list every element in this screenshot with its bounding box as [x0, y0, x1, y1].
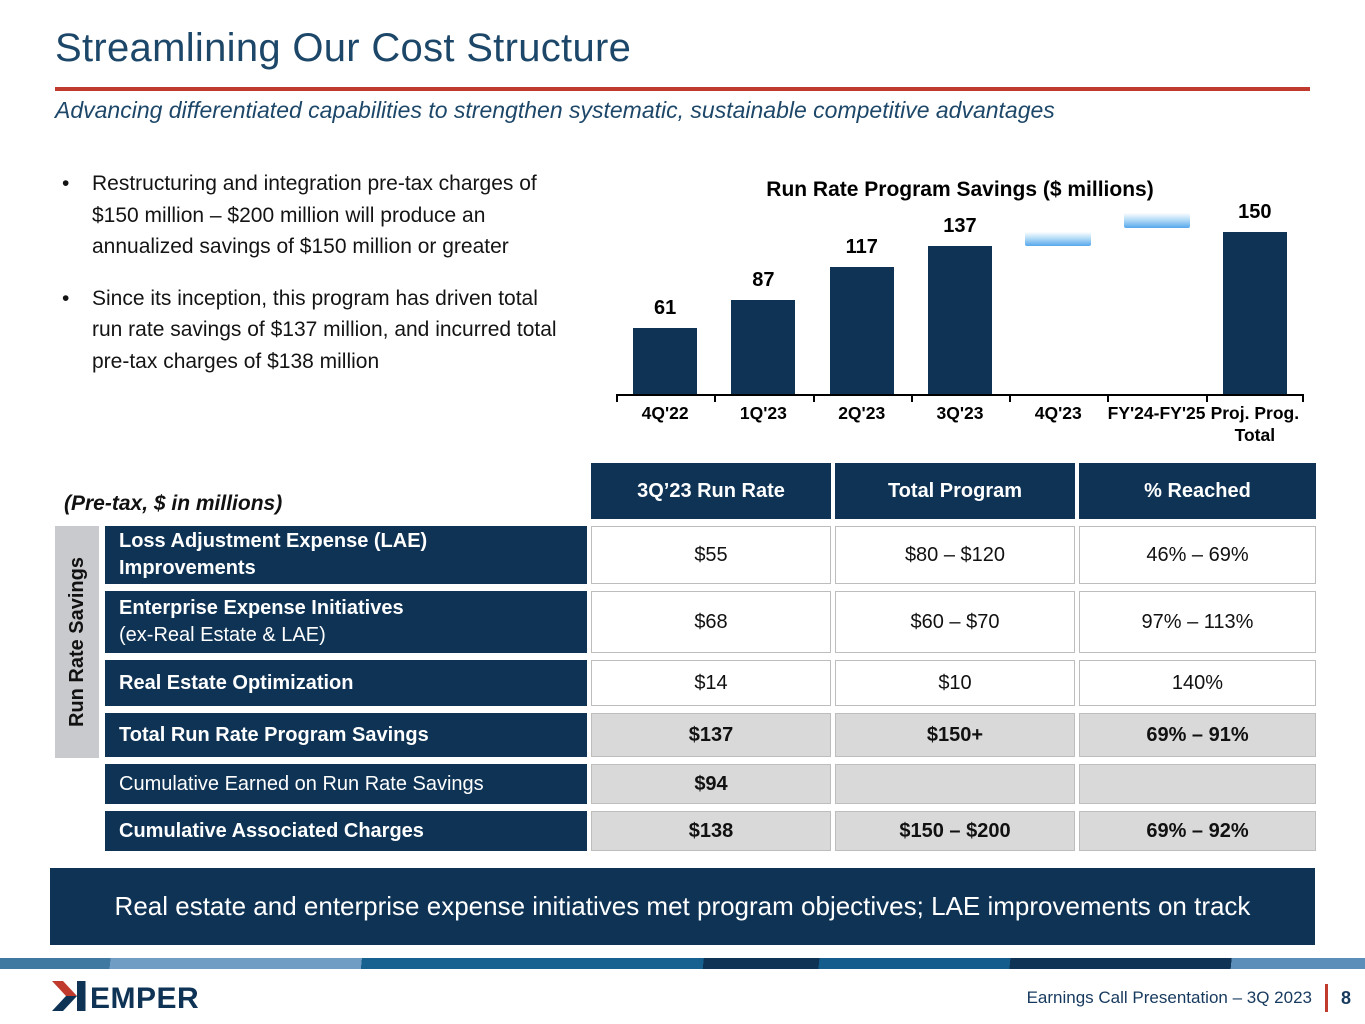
- table-cell-r1-c2: 97% – 113%: [1079, 591, 1316, 653]
- table-cell-r4-c0: $94: [591, 764, 831, 804]
- title-underline: [55, 87, 1310, 91]
- chart-x-label-3Q'23: 3Q'23: [936, 403, 984, 423]
- kemper-k-red-arm: [52, 981, 77, 996]
- table-row-label-line: Cumulative Earned on Run Rate Savings: [119, 772, 484, 795]
- table-cell-r2-c2: 140%: [1079, 660, 1316, 706]
- page-subtitle: Advancing differentiated capabilities to strengthen systematic, sustainable competitive advantages: [55, 97, 1055, 123]
- page-title: Streamlining Our Cost Structure: [55, 26, 632, 70]
- axis-tick: [1206, 394, 1208, 402]
- chart-bar-value-label: 61: [654, 297, 677, 319]
- chart-bar-value-label: 137: [943, 215, 977, 237]
- chart-projected-segment-4Q'23: [1025, 232, 1091, 246]
- axis-tick: [1302, 394, 1304, 402]
- kemper-logo: [50, 978, 220, 1019]
- run-rate-savings-sidebar: [55, 526, 99, 758]
- table-row-label-line: Total Run Rate Program Savings: [119, 723, 429, 746]
- chart-col-4Q'22: [616, 210, 714, 394]
- table-col-header-0: 3Q’23 Run Rate: [591, 463, 831, 519]
- table-row-label-2: [105, 660, 587, 706]
- table-cell-r3-c2: 69% – 91%: [1079, 713, 1316, 757]
- page-number: 8: [1340, 987, 1351, 1008]
- table-cell-r1-c1: $60 – $70: [835, 591, 1075, 653]
- table-cell-r2-c1: $10: [835, 660, 1075, 706]
- bullet-item-1: [62, 283, 570, 378]
- table-row-label-0: [105, 526, 587, 584]
- axis-tick: [1107, 394, 1109, 402]
- chart-x-label-4Q'22: 4Q'22: [641, 403, 689, 423]
- table-cell-r3-c1: $150+: [835, 713, 1075, 757]
- cost-table: [105, 463, 1316, 851]
- axis-tick: [813, 394, 815, 402]
- chart-bar-value-label: 150: [1238, 201, 1272, 223]
- chart-bar-4Q'22: [633, 328, 697, 394]
- table-cell-r2-c0: $14: [591, 660, 831, 706]
- table-cell-r3-c0: $137: [591, 713, 831, 757]
- table-col-header-1: Total Program: [835, 463, 1075, 519]
- axis-tick: [1009, 394, 1011, 402]
- table-row-label-1: [105, 591, 587, 653]
- chart-bar-1Q'23: [731, 300, 795, 394]
- table-cell-r0-c1: $80 – $120: [835, 526, 1075, 584]
- chart-x-label-2Q'23: 2Q'23: [838, 403, 886, 423]
- kemper-logo-graphic: [50, 978, 220, 1014]
- kemper-k-navy-arm: [52, 996, 77, 1011]
- chart-col-4Q'23: [1009, 210, 1107, 394]
- footer-caption: Earnings Call Presentation – 3Q 2023: [1026, 988, 1312, 1007]
- axis-tick: [616, 394, 618, 402]
- bullet-marker: •: [62, 172, 70, 195]
- table-row-label-line: Real Estate Optimization: [119, 671, 354, 694]
- footer-stripe: [0, 958, 1365, 969]
- table-cell-r5-c1: $150 – $200: [835, 811, 1075, 851]
- table-row-label-line: Improvements: [119, 557, 256, 579]
- chart-bar-2Q'23: [830, 267, 894, 394]
- bullet-marker: •: [62, 286, 70, 310]
- chart-col-Proj. Prog. Total: [1206, 201, 1304, 394]
- chart-x-label-1Q'23: 1Q'23: [739, 403, 787, 423]
- takeaway-banner-text: Real estate and enterprise expense initiatives met program objectives; LAE improvements on track: [114, 891, 1251, 921]
- bullet-item-0: [62, 168, 570, 263]
- kemper-k-stem: [77, 981, 86, 1011]
- chart-x-labels: [616, 403, 1304, 447]
- chart-projected-segment-FY'24-FY'25: [1124, 213, 1190, 228]
- table-cell-r0-c2: 46% – 69%: [1079, 526, 1316, 584]
- table-row-label-line: Cumulative Associated Charges: [119, 819, 424, 842]
- table-cell-r5-c0: $138: [591, 811, 831, 851]
- footer-right: [1027, 982, 1351, 1014]
- chart-col-FY'24-FY'25: [1107, 210, 1205, 394]
- chart-title: Run Rate Program Savings ($ millions): [766, 178, 1154, 201]
- table-cell-r5-c2: 69% – 92%: [1079, 811, 1316, 851]
- table-header-spacer: [105, 463, 587, 519]
- table-row-label-line: Loss Adjustment Expense (LAE): [119, 530, 428, 552]
- axis-tick: [911, 394, 913, 402]
- table-row-label-3: [105, 713, 587, 757]
- table-cell-r4-c1: [835, 764, 1075, 804]
- axis-tick: [714, 394, 716, 402]
- chart-axis-ticks: [616, 394, 1304, 403]
- table-cell-r4-c2: [1079, 764, 1316, 804]
- footer-divider: [1325, 984, 1328, 1012]
- chart-bar-value-label: 87: [752, 269, 775, 291]
- chart-bar-Proj. Prog. Total: [1223, 232, 1287, 394]
- bar-chart-plot: [616, 201, 1304, 396]
- chart-bar-value-label: 117: [845, 236, 878, 258]
- bullet-text: Restructuring and integration pre-tax charges of $150 million – $200 million will produce an annualized savings of $150 million or greater: [92, 172, 537, 258]
- bullet-list: [62, 168, 570, 397]
- table-row-label-4: [105, 764, 587, 804]
- table-units-note: (Pre-tax, $ in millions): [64, 492, 283, 515]
- chart-col-2Q'23: [813, 210, 911, 394]
- logo-letters: EMPER: [90, 982, 200, 1014]
- chart-x-label-4Q'23: 4Q'23: [1034, 403, 1082, 423]
- chart-col-1Q'23: [714, 210, 812, 394]
- chart-col-3Q'23: [911, 210, 1009, 394]
- chart-x-label-FY'24-FY'25: FY'24-FY'25: [1107, 403, 1206, 423]
- chart-x-label-Proj. Prog. Total: Proj. Prog. Total: [1210, 403, 1300, 445]
- table-row-label-line: Enterprise Expense Initiatives: [119, 597, 404, 619]
- table-row-label-5: [105, 811, 587, 851]
- table-cell-r1-c0: $68: [591, 591, 831, 653]
- table-col-header-2: % Reached: [1079, 463, 1316, 519]
- table-cell-r0-c0: $55: [591, 526, 831, 584]
- bullet-text: Since its inception, this program has driven total run rate savings of $137 million, and incurred total pre-tax charges of $138 million: [92, 286, 557, 373]
- chart-bar-3Q'23: [928, 246, 992, 394]
- table-row-label-line: (ex-Real Estate & LAE): [119, 624, 326, 646]
- run-rate-savings-sidebar-label: Run Rate Savings: [65, 556, 88, 728]
- takeaway-banner: [50, 868, 1315, 945]
